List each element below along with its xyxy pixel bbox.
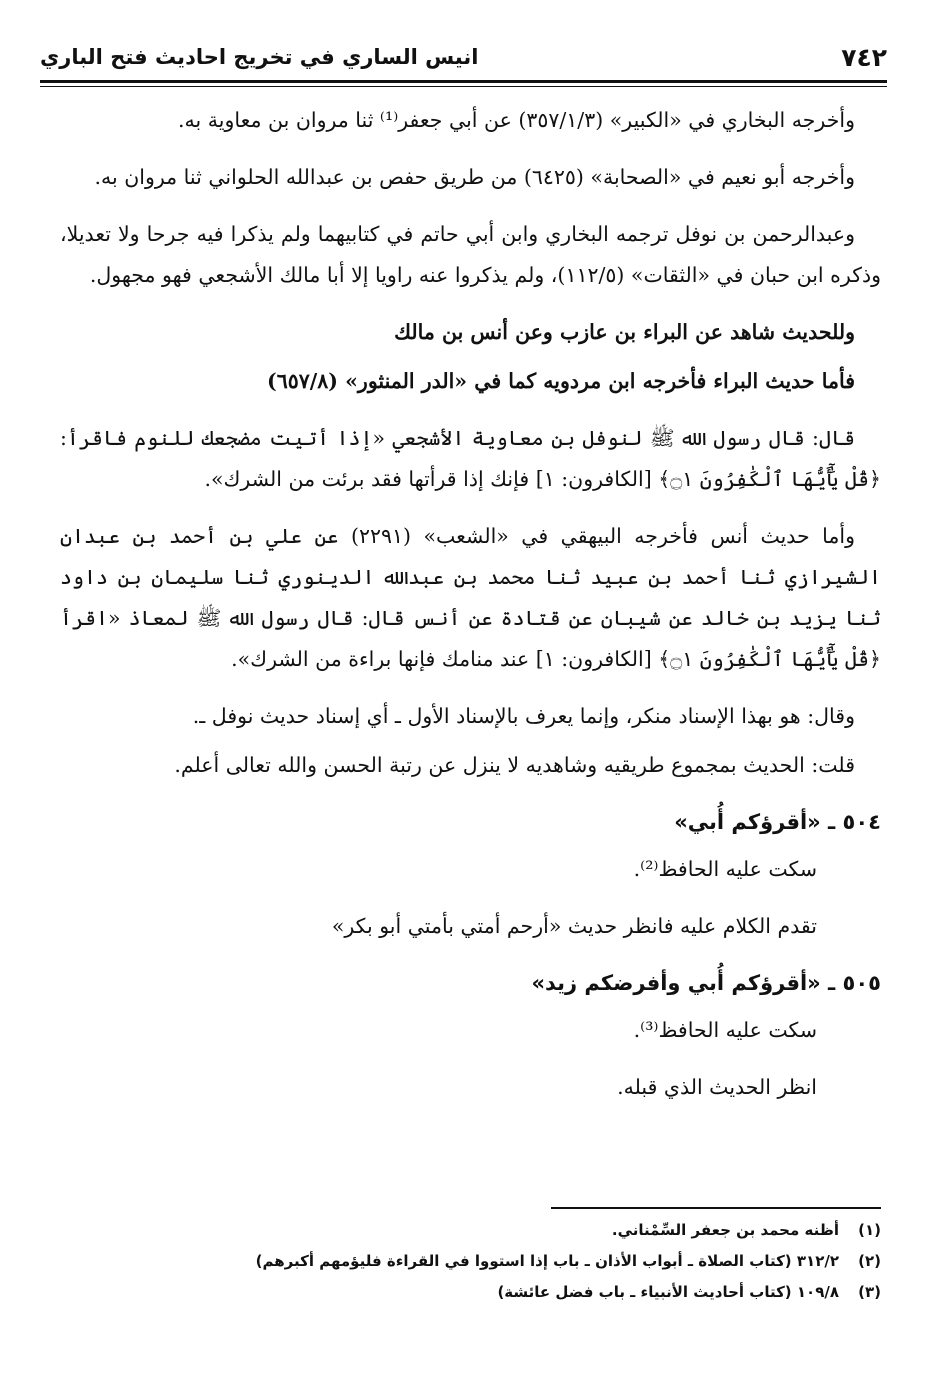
paragraph-1: وأخرجه البخاري في «الكبير» (٣٥٧/١/٣) عن أبي جعفر⁽¹⁾ ثنا مروان بن معاوية به. xyxy=(178,108,855,132)
footnote-text: ٣١٢/٢ (كتاب الصلاة ـ أبواب الأذان ـ باب إذا استووا في القراءة فليؤمهم أكبرهم) xyxy=(255,1252,839,1270)
footnote-3 xyxy=(60,1277,881,1308)
footnote-number: (٢) xyxy=(858,1252,881,1270)
paragraph-4: وللحديث شاهد عن البراء بن عازب وعن أنس بن مالك xyxy=(394,320,855,344)
paragraph-7: وأما حديث أنس فأخرجه البيهقي في «الشعب» (٢٢٩١) عن علي بن أحمد بن عبدان الشيرازي ثنا أحمد بن عبيد ثنا محمد بن عبدالله الدينوري ثنا سليمان بن داود ثنا يزيد بن خالد عن شيبان عن قتادة عن أنس قال: قال رسول الله ﷺ لمعاذ «اقرأ ﴿قُلْ يَٰٓأَيُّهَا ٱلْكَٰفِرُونَ ۝١﴾ [الكافرون: ١] عند منامك فإنها براءة من الشرك». xyxy=(60,524,881,671)
footnote-number: (٣) xyxy=(858,1283,881,1301)
paragraph-6: قال: قال رسول الله ﷺ لنوفل بن معاوية الأشجعي «إذا أتيت مضجعك للنوم فاقرأ: ﴿قُلْ يَٰٓأَيُّهَا ٱلْكَٰفِرُونَ ۝١﴾ [الكافرون: ١] فإنك إذا قرأتها فقد برئت من الشرك». xyxy=(60,426,881,491)
entry-504-line-1: سكت عليه الحافظ⁽²⁾. xyxy=(633,857,817,881)
page-body xyxy=(60,100,881,1124)
paragraph-3: وعبدالرحمن بن نوفل ترجمه البخاري وابن أبي حاتم في كتابيهما ولم يذكرا فيه جرحا ولا تعديلا، وذكره ابن حبان في «الثقات» (١١٢/٥)، ولم يذكروا عنه راويا إلا أبا مالك الأشجعي فهو مجهول. xyxy=(60,222,881,287)
footnote-2 xyxy=(60,1246,881,1277)
entry-505-line-1: سكت عليه الحافظ⁽³⁾. xyxy=(633,1018,817,1042)
footnote-rule xyxy=(551,1207,881,1209)
entry-heading-505: ٥٠٥ ـ «أقرؤكم أُبي وأفرضكم زيد» xyxy=(531,971,881,995)
paragraph-5: فأما حديث البراء فأخرجه ابن مردويه كما في «الدر المنثور» (٦٥٧/٨) xyxy=(267,369,855,393)
footnote-text: ١٠٩/٨ (كتاب أحاديث الأنبياء ـ باب فضل عائشة) xyxy=(497,1283,839,1301)
paragraph-2: وأخرجه أبو نعيم في «الصحابة» (٦٤٢٥) من طريق حفص بن عبدالله الحلواني ثنا مروان به. xyxy=(94,165,855,189)
entry-505-line-2: انظر الحديث الذي قبله. xyxy=(617,1075,817,1099)
footnotes xyxy=(60,1215,881,1308)
entry-heading-504: ٥٠٤ ـ «أقرؤكم أُبي» xyxy=(674,810,881,834)
paragraph-9: قلت: الحديث بمجموع طريقيه وشاهديه لا ينزل عن رتبة الحسن والله تعالى أعلم. xyxy=(174,753,855,777)
footnote-1 xyxy=(60,1215,881,1246)
footnote-number: (١) xyxy=(858,1221,881,1239)
header-rule xyxy=(40,80,887,87)
page-header xyxy=(40,36,887,78)
footnote-text: أظنه محمد بن جعفر السِّمْناني. xyxy=(611,1221,839,1239)
running-title: انيس الساري في تخريج احاديث فتح الباري xyxy=(40,45,479,69)
entry-504-line-2: تقدم الكلام عليه فانظر حديث «أرحم أمتي بأمتي أبو بكر» xyxy=(331,914,817,938)
page-number: ٧٤٢ xyxy=(841,42,887,72)
paragraph-8: وقال: هو بهذا الإسناد منكر، وإنما يعرف بالإسناد الأول ـ أي إسناد حديث نوفل ـ. xyxy=(192,704,855,728)
